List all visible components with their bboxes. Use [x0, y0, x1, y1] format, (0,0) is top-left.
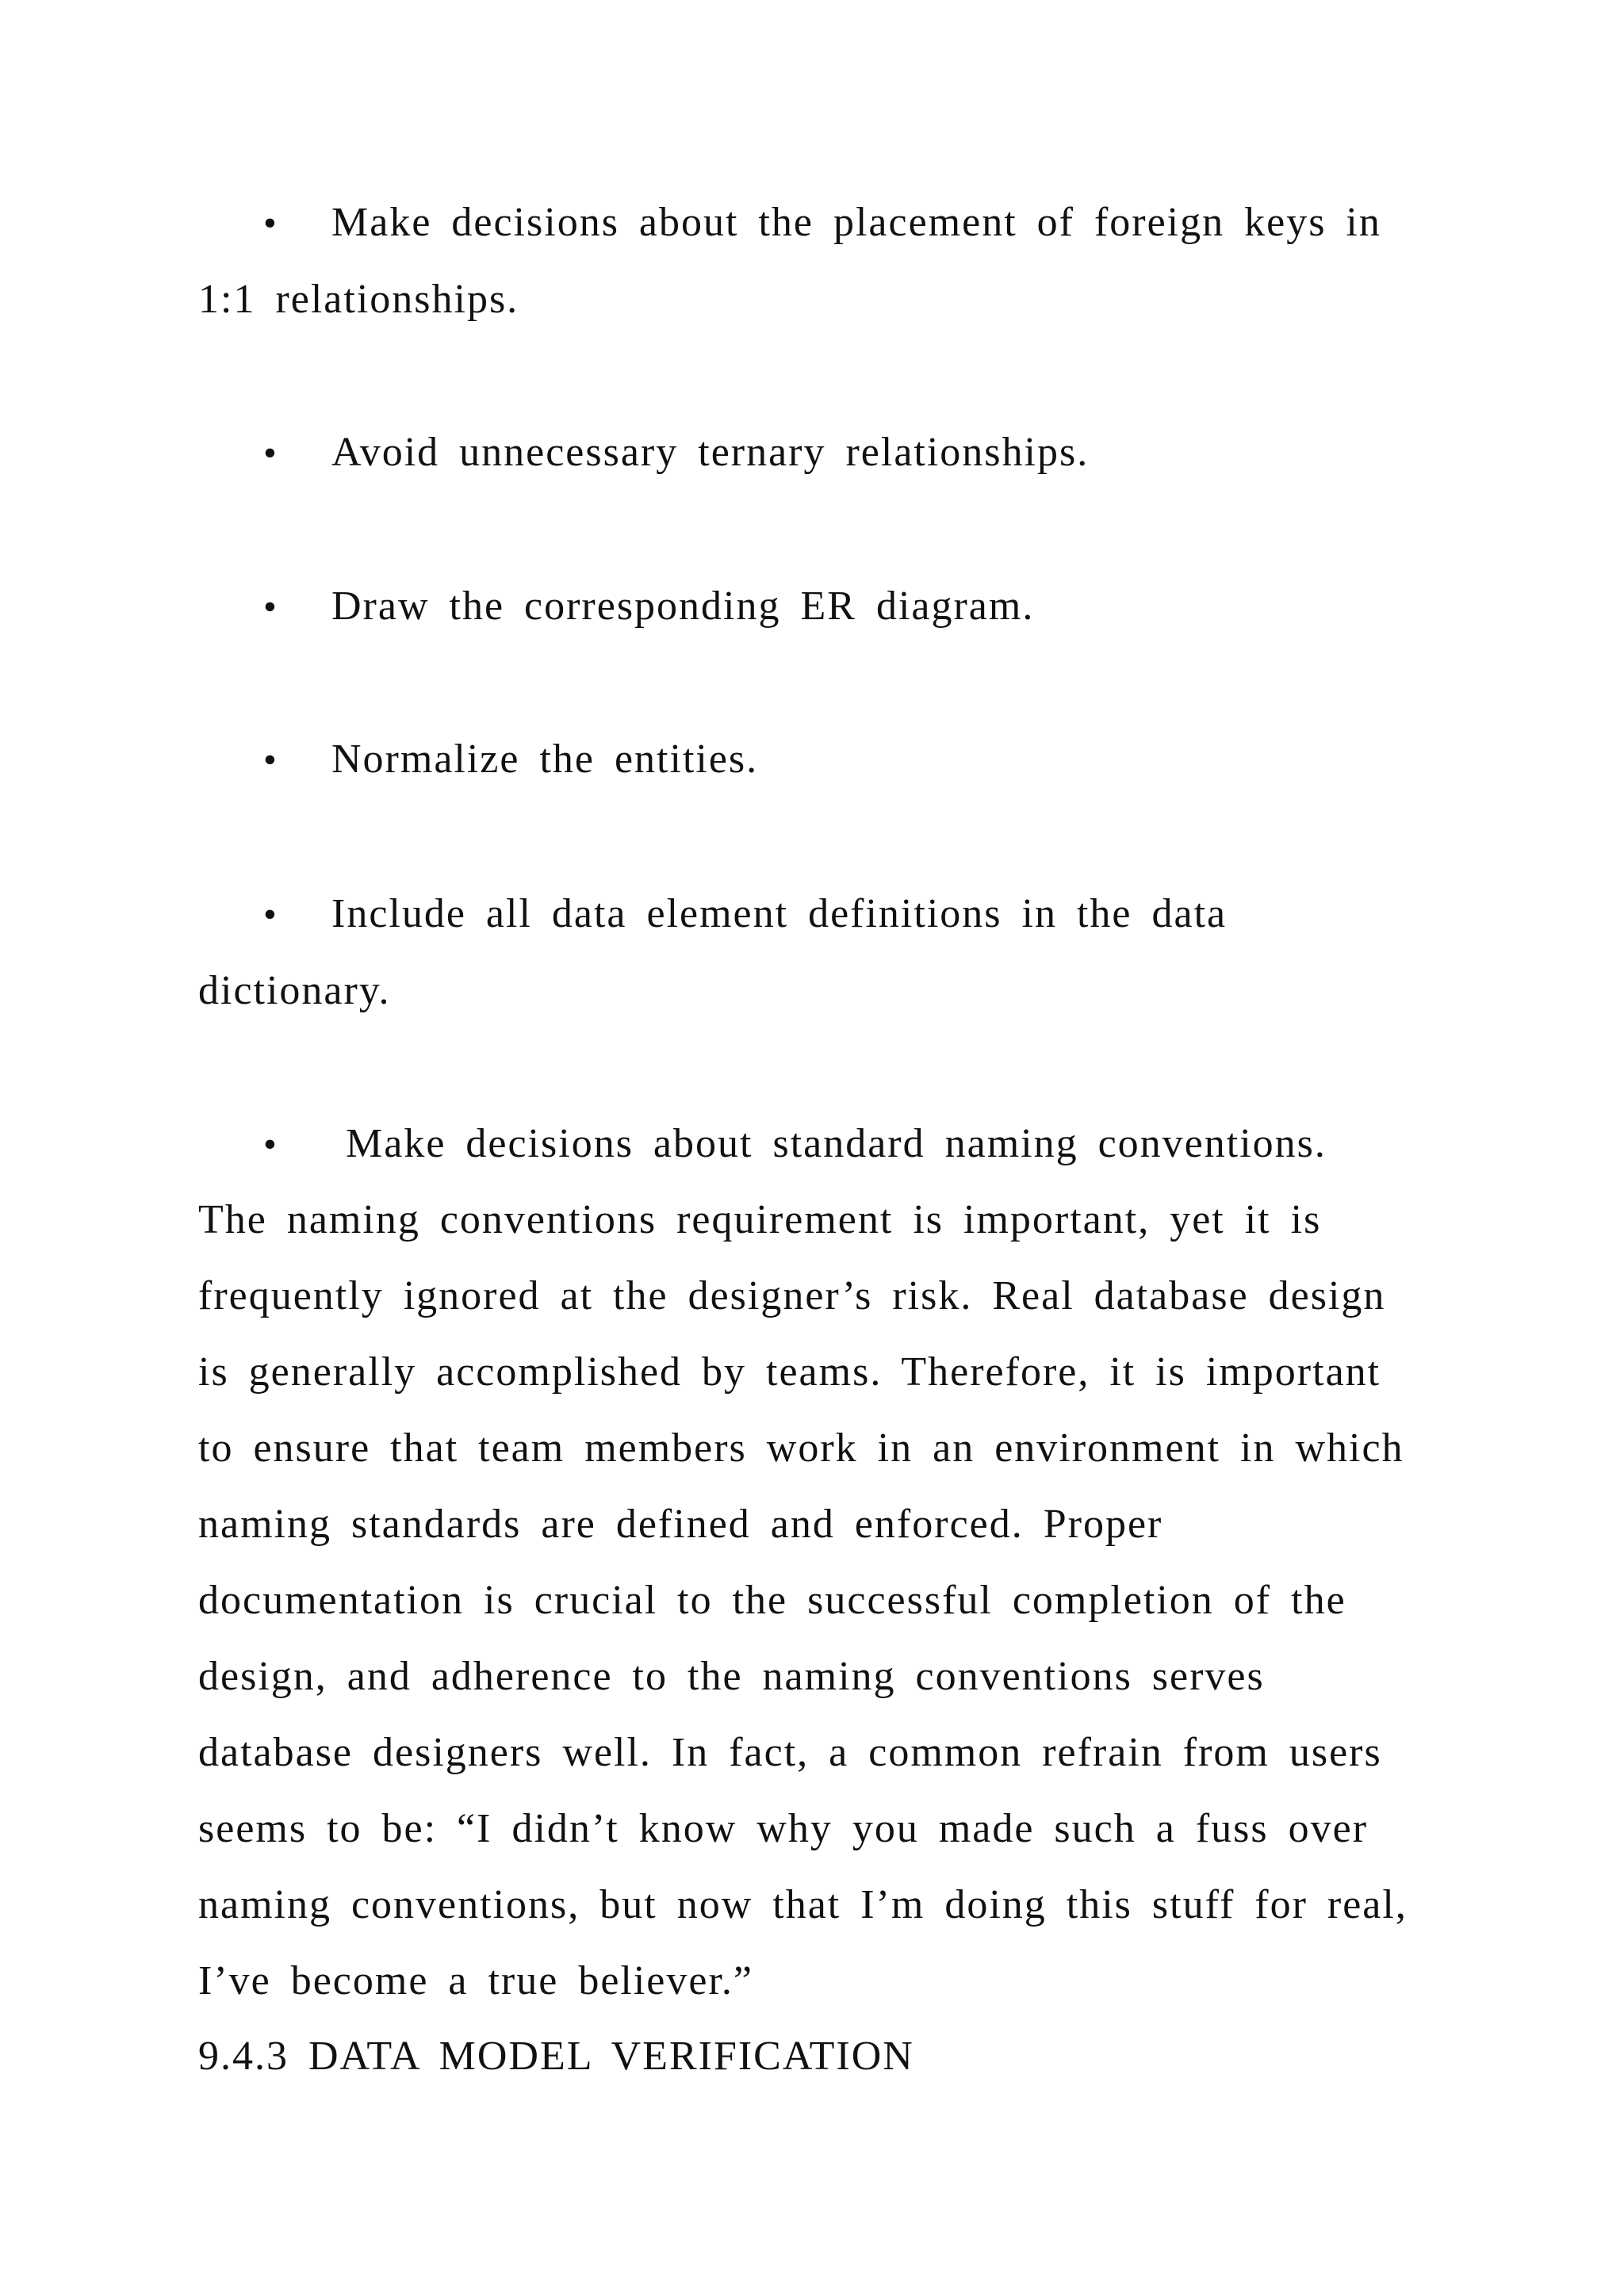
paragraph-line: seems to be: “I didn’t know why you made such a fuss over: [198, 1806, 1369, 1851]
bullet-marker: •: [263, 586, 277, 628]
section-heading: 9.4.3 DATA MODEL VERIFICATION: [198, 2034, 914, 2079]
bullet-text: Make decisions about standard naming conventions.: [346, 1121, 1327, 1166]
paragraph-line: is generally accomplished by teams. Therefore, it is important: [198, 1349, 1381, 1395]
paragraph-line: frequently ignored at the designer’s risk. Real database design: [198, 1273, 1386, 1318]
bullet-text: Include all data element definitions in the data: [331, 891, 1228, 936]
bullet-marker: •: [263, 894, 277, 936]
bullet-text: Avoid unnecessary ternary relationships.: [331, 430, 1090, 475]
bullet-marker: •: [263, 432, 277, 474]
paragraph-line: naming conventions, but now that I’m doing this stuff for real,: [198, 1882, 1408, 1927]
bullet-text: Make decisions about the placement of foreign keys in: [331, 200, 1381, 245]
bullet-continuation: dictionary.: [198, 968, 391, 1013]
paragraph-line: design, and adherence to the naming conventions serves: [198, 1654, 1265, 1699]
paragraph-line: I’ve become a true believer.”: [198, 1958, 753, 2003]
paragraph-line: The naming conventions requirement is important, yet it is: [198, 1197, 1322, 1242]
bullet-text: Normalize the entities.: [331, 737, 759, 782]
paragraph-line: database designers well. In fact, a common refrain from users: [198, 1730, 1382, 1775]
bullet-marker: •: [263, 1123, 277, 1165]
paragraph-line: naming standards are defined and enforced. Proper: [198, 1502, 1163, 1547]
paragraph-line: documentation is crucial to the successful completion of the: [198, 1578, 1346, 1623]
paragraph-line: to ensure that team members work in an environment in which: [198, 1425, 1404, 1471]
bullet-continuation: 1:1 relationships.: [198, 277, 519, 322]
bullet-marker: •: [263, 739, 277, 781]
bullet-marker: •: [263, 202, 277, 244]
bullet-text: Draw the corresponding ER diagram.: [331, 584, 1035, 629]
